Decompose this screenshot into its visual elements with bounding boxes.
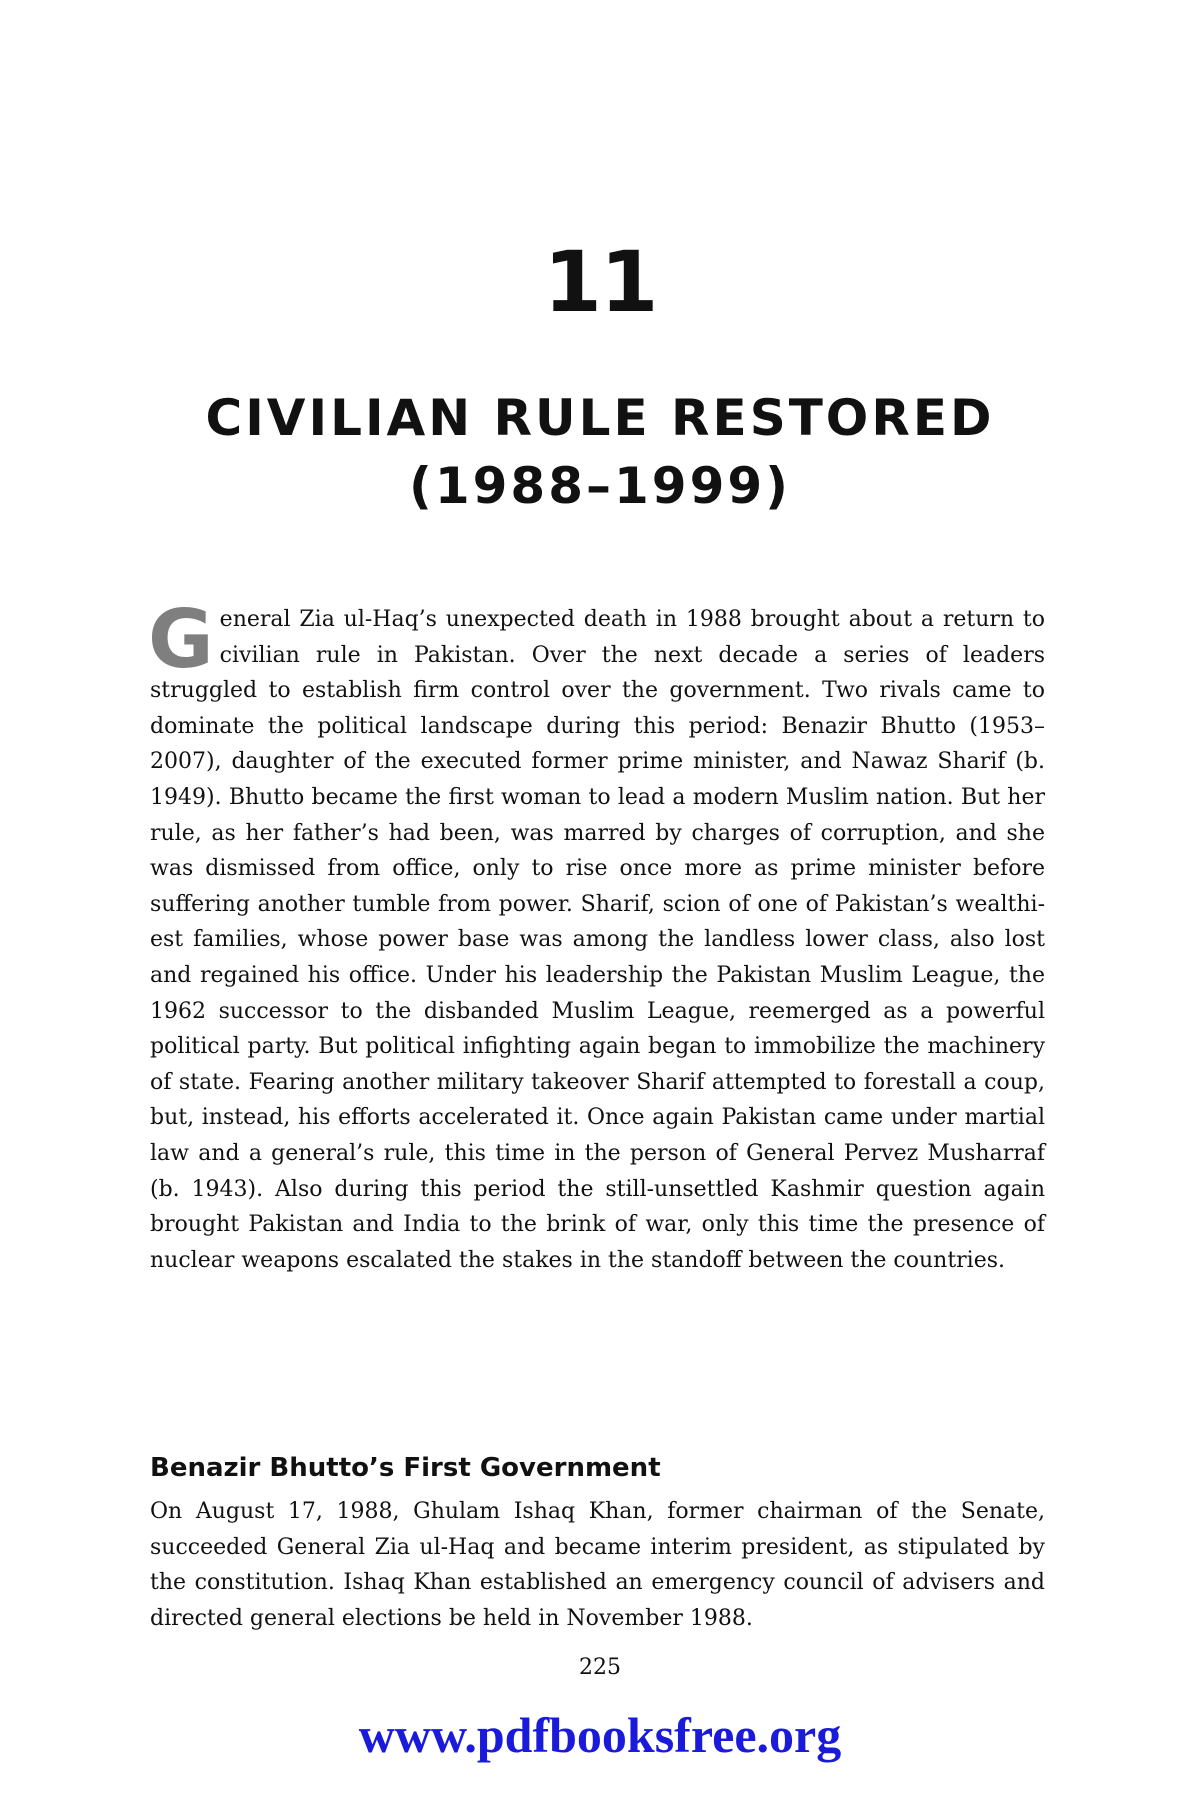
chapter-title-line-1: CIVILIAN RULE RESTORED bbox=[205, 389, 995, 447]
drop-cap: G bbox=[148, 593, 214, 686]
chapter-number: 11 bbox=[543, 233, 657, 331]
section-heading: Benazir Bhutto’s First Government bbox=[150, 1453, 661, 1483]
intro-paragraph bbox=[148, 593, 1045, 1278]
chapter-title bbox=[150, 384, 1050, 520]
chapter-title-line-2: (1988–1999) bbox=[408, 457, 792, 515]
watermark-url: www.pdfbooksfree.org bbox=[358, 1707, 842, 1763]
page-number: 225 bbox=[579, 1655, 621, 1680]
intro-text: eneral Zia ul-Haq’s unexpected death in 1988 brought about a return to civilian rule in Pakistan. Over the next decade a series of leaders struggled to establish firm control over the government. Two rivals came to dominate the political landscape during this period: Benazir Bhutto (1953–2007), daughter of the executed former prime minister, and Nawaz Sharif (b. 1949). Bhutto became the first woman to lead a modern Muslim nation. But her rule, as her father’s had been, was marred by charges of corruption, and she was dismissed from office, only to rise once more as prime minister before suffering another tumble from power. Sharif, scion of one of Pakistan’s wealthiest families, whose power base was among the landless lower class, also lost and regained his office. Under his leadership the Pakistan Muslim League, the 1962 successor to the disbanded Muslim League, reemerged as a powerful political party. But political infighting again began to immobilize the machinery of state. Fearing another military takeover Sharif attempted to forestall a coup, but, instead, his efforts accelerated it. Once again Pakistan came under martial law and a general’s rule, this time in the person of General Pervez Musharraf (b. 1943). Also during this period the still-unsettled Kashmir question again brought Pakistan and India to the brink of war, only this time the presence of nuclear weapons escalated the stakes in the standoff between the countries. bbox=[150, 607, 1045, 1273]
section-paragraph: On August 17, 1988, Ghulam Ishaq Khan, former chairman of the Senate, succeeded General Zia ul-Haq and became interim president, as stipulated by the constitution. Ishaq Khan established an emergency council of advisers and directed general elections be held in November 1988. bbox=[150, 1499, 1045, 1631]
